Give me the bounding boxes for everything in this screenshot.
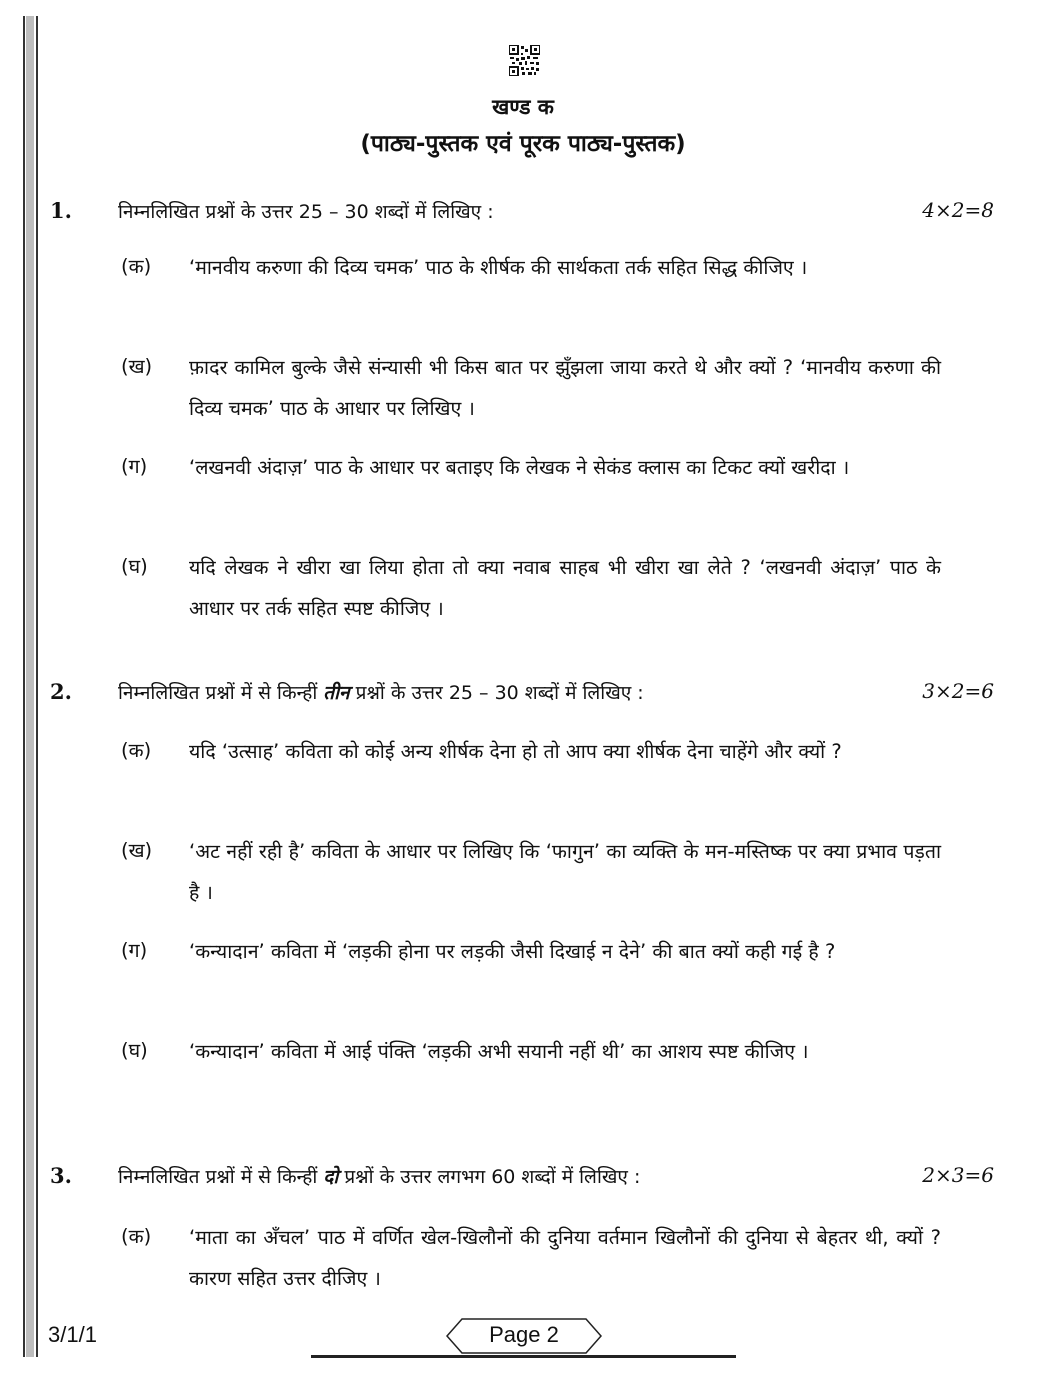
emphasis-count: तीन bbox=[323, 682, 350, 704]
question-marks: 2×3=6 bbox=[922, 1163, 994, 1187]
part-label: (ख) bbox=[121, 839, 153, 862]
question-1-header bbox=[0, 198, 1046, 232]
part-text: ‘अट नहीं रही है’ कविता के आधार पर लिखिए कि ‘फागुन’ का व्यक्ति के मन-मस्तिष्क पर क्या प्रभाव पड़ता है । bbox=[189, 840, 941, 904]
question-2-header bbox=[0, 679, 1046, 713]
part-text: ‘कन्यादान’ कविता में ‘लड़की होना पर लड़की जैसी दिखाई न देने’ की बात क्यों कही गई है ? bbox=[189, 940, 836, 963]
emphasis-count: दो bbox=[323, 1166, 339, 1188]
part-label: (क) bbox=[121, 739, 152, 762]
part-label: (ग) bbox=[121, 939, 148, 962]
question-instruction: निम्नलिखित प्रश्नों के उत्तर 25 – 30 शब्दों में लिखिए : bbox=[118, 201, 494, 223]
part-text: ‘लखनवी अंदाज़’ पाठ के आधार पर बताइए कि लेखक ने सेकंड क्लास का टिकट क्यों खरीदा । bbox=[189, 456, 850, 479]
question-instruction: निम्नलिखित प्रश्नों में से किन्हीं दो प्रश्नों के उत्तर लगभग 60 शब्दों में लिखिए : bbox=[118, 1166, 641, 1188]
footer-rule bbox=[311, 1355, 736, 1358]
part-text: ‘माता का अँचल’ पाठ में वर्णित खेल-खिलौनों की दुनिया वर्तमान खिलौनों की दुनिया से बेहतर थी, क्यों ? कारण सहित उत्तर दीजिए । bbox=[189, 1226, 941, 1290]
question-number: 1. bbox=[50, 198, 72, 223]
qr-code-icon bbox=[509, 45, 540, 76]
page-label: Page 2 bbox=[489, 1322, 559, 1347]
page-number-badge bbox=[446, 1318, 602, 1354]
section-title: खण्ड क bbox=[492, 95, 554, 119]
part-text: फ़ादर कामिल बुल्के जैसे संन्यासी भी किस बात पर झुँझला जाया करते थे और क्यों ? ‘मानवीय करुणा की दिव्य चमक’ पाठ के आधार पर लिखिए । bbox=[189, 356, 941, 420]
question-marks: 3×2=6 bbox=[922, 679, 994, 703]
part-text: ‘मानवीय करुणा की दिव्य चमक’ पाठ के शीर्षक की सार्थकता तर्क सहित सिद्ध कीजिए । bbox=[189, 256, 808, 279]
part-text: ‘कन्यादान’ कविता में आई पंक्ति ‘लड़की अभी सयानी नहीं थी’ का आशय स्पष्ट कीजिए । bbox=[189, 1040, 809, 1063]
part-text: यदि लेखक ने खीरा खा लिया होता तो क्या नवाब साहब भी खीरा खा लेते ? ‘लखनवी अंदाज़’ पाठ के आधार पर तर्क सहित स्पष्ट कीजिए । bbox=[189, 556, 941, 620]
part-label: (ख) bbox=[121, 355, 153, 378]
paper-code: 3/1/1 bbox=[48, 1322, 97, 1347]
part-label: (घ) bbox=[121, 555, 148, 578]
question-number: 2. bbox=[50, 679, 72, 704]
question-3-header bbox=[0, 1163, 1046, 1197]
section-subtitle: (पाठ्य-पुस्तक एवं पूरक पाठ्य-पुस्तक) bbox=[360, 131, 686, 157]
question-number: 3. bbox=[50, 1163, 72, 1188]
part-label: (घ) bbox=[121, 1039, 148, 1062]
question-marks: 4×2=8 bbox=[922, 198, 994, 222]
part-label: (क) bbox=[121, 255, 152, 278]
part-text: यदि ‘उत्साह’ कविता को कोई अन्य शीर्षक देना हो तो आप क्या शीर्षक देना चाहेंगे और क्यों ? bbox=[189, 740, 842, 763]
part-label: (क) bbox=[121, 1225, 152, 1248]
question-instruction: निम्नलिखित प्रश्नों में से किन्हीं तीन प्रश्नों के उत्तर 25 – 30 शब्दों में लिखिए : bbox=[118, 682, 644, 704]
part-label: (ग) bbox=[121, 455, 148, 478]
